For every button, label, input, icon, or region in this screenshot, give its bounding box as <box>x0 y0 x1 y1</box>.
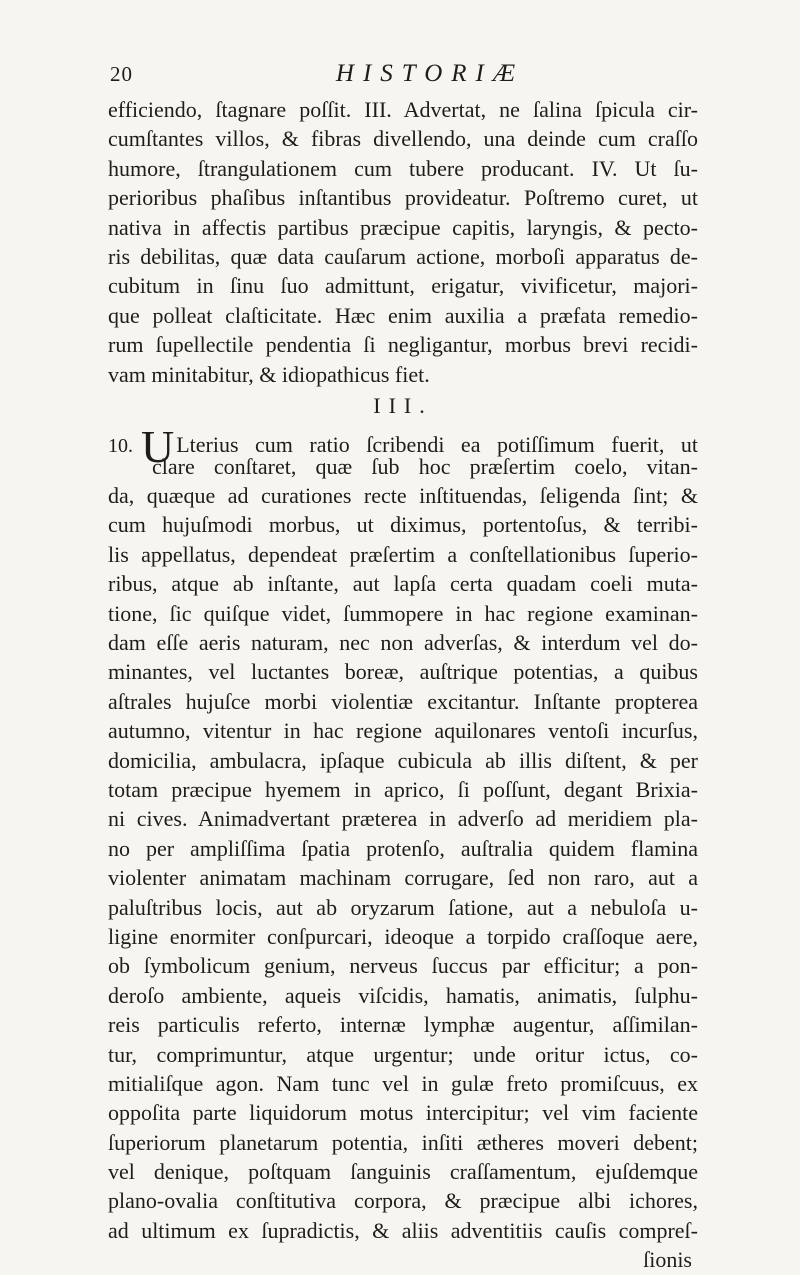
body-text <box>108 95 698 1275</box>
text-line: da, quæque ad curationes recte inſtituendas, ſeligenda ſint; & <box>108 483 698 509</box>
text-line: nativa in affectis partibus præcipue capitis, laryngis, & pecto- <box>108 214 698 240</box>
text-line: ribus, atque ab inſtante, aut lapſa certa quadam coeli muta- <box>108 571 698 597</box>
text-line: oppoſita parte liquidorum motus intercipitur; vel vim faciente <box>108 1100 698 1126</box>
paragraph-2 <box>108 422 698 1245</box>
text-line: humore, ſtrangulationem cum tubere producant. IV. Ut ſu- <box>108 155 698 181</box>
text-line: deroſo ambiente, aqueis viſcidis, hamatis, animatis, ſulphu- <box>108 982 698 1008</box>
text-line: dam eſſe aeris naturam, nec non adverſas, & interdum vel do- <box>108 630 698 656</box>
text-line: violenter animatam machinam corrugare, ſed non raro, aut a <box>108 865 698 891</box>
text-line: paluſtribus locis, aut ab oryzarum ſatione, aut a nebuloſa u- <box>108 894 698 920</box>
paragraph-1 <box>108 95 698 389</box>
text-line: vam minitabitur, & idiopathicus fiet. <box>108 361 430 387</box>
text-line: totam præcipue hyemem in aprico, ſi poſſunt, degant Brixia- <box>108 776 698 802</box>
text-line: plano-ovalia conſtitutiva corpora, & præcipue albi ichores, <box>108 1188 698 1214</box>
text-line: minantes, vel luctantes boreæ, auſtrique potentias, a quibus <box>108 659 698 685</box>
text-line: clare conſtaret, quæ ſub hoc præſertim coelo, vitan- <box>152 453 698 479</box>
text-line: efficiendo, ſtagnare poſſit. III. Advertat, ne ſalina ſpicula cir- <box>108 97 698 122</box>
page-number: 20 <box>110 62 133 86</box>
text-line: cum hujuſmodi morbus, ut diximus, portentoſus, & terribi- <box>108 512 698 538</box>
running-head: HISTORIÆ <box>335 60 525 87</box>
catchword: ſionis <box>643 1247 692 1273</box>
text-line: ſuperiorum planetarum potentia, inſiti ætheres moveri debent; <box>108 1129 698 1155</box>
drop-cap: U <box>141 421 175 473</box>
text-line: perioribus phaſibus inſtantibus provideatur. Poſtremo curet, ut <box>108 185 698 211</box>
text-line: cumſtantes villos, & fibras divellendo, una deinde cum craſſo <box>108 126 698 152</box>
paragraph-2-lines <box>108 481 698 1245</box>
text-line: mitialiſque agon. Nam tunc vel in gulæ freto promiſcuus, ex <box>108 1070 698 1096</box>
text-line: ni cives. Animadvertant præterea in adverſo ad meridiem pla- <box>108 806 698 832</box>
text-line: ad ultimum ex ſupradictis, & aliis adventitiis cauſis compreſ- <box>108 1217 698 1243</box>
text-line: no per ampliſſima ſpatia protenſo, auſtralia quidem flamina <box>108 835 698 861</box>
text-line: autumno, vitentur in hac regione aquilonares ventoſi incurſus, <box>108 718 698 744</box>
text-line: cubitum in ſinu ſuo admittunt, erigatur, vivificetur, majori- <box>108 273 698 299</box>
text-line: domicilia, ambulacra, ipſaque cubicula ab illis diſtent, & per <box>108 747 698 773</box>
text-line: aſtrales hujuſce morbi violentiæ excitantur. Inſtante propterea <box>108 688 698 714</box>
section-heading: III. <box>373 392 433 418</box>
text-line: ob ſymbolicum genium, nerveus ſuccus par efficitur; a pon- <box>108 953 698 979</box>
text-line: vel denique, poſtquam ſanguinis craſſamentum, ejuſdemque <box>108 1159 698 1185</box>
text-line: rum ſupellectile pendentia ſi negligantur, morbus brevi recidi- <box>108 332 698 358</box>
paragraph-number: 10. <box>108 435 133 458</box>
text-line: tione, ſic quiſque videt, ſummopere in hac regione examinan- <box>108 600 698 626</box>
page-header <box>110 62 710 92</box>
text-line: que polleat claſticitate. Hæc enim auxilia a præfata remedio- <box>108 302 698 328</box>
text-line: tur, comprimuntur, atque urgentur; unde oritur ictus, co- <box>108 1041 698 1067</box>
text-line: lis appellatus, dependeat præſertim a conſtellationibus ſuperio- <box>108 541 698 567</box>
text-line: ris debilitas, quæ data cauſarum actione, morboſi apparatus de- <box>108 243 698 269</box>
text-line: ligine enormiter conſpurcari, ideoque a torpido craſſoque aere, <box>108 923 698 949</box>
text-line: Lterius cum ratio ſcribendi ea potiſſimum fuerit, ut <box>176 432 698 458</box>
text-line: reis particulis referto, internæ lymphæ augentur, aſſimilan- <box>108 1012 698 1038</box>
